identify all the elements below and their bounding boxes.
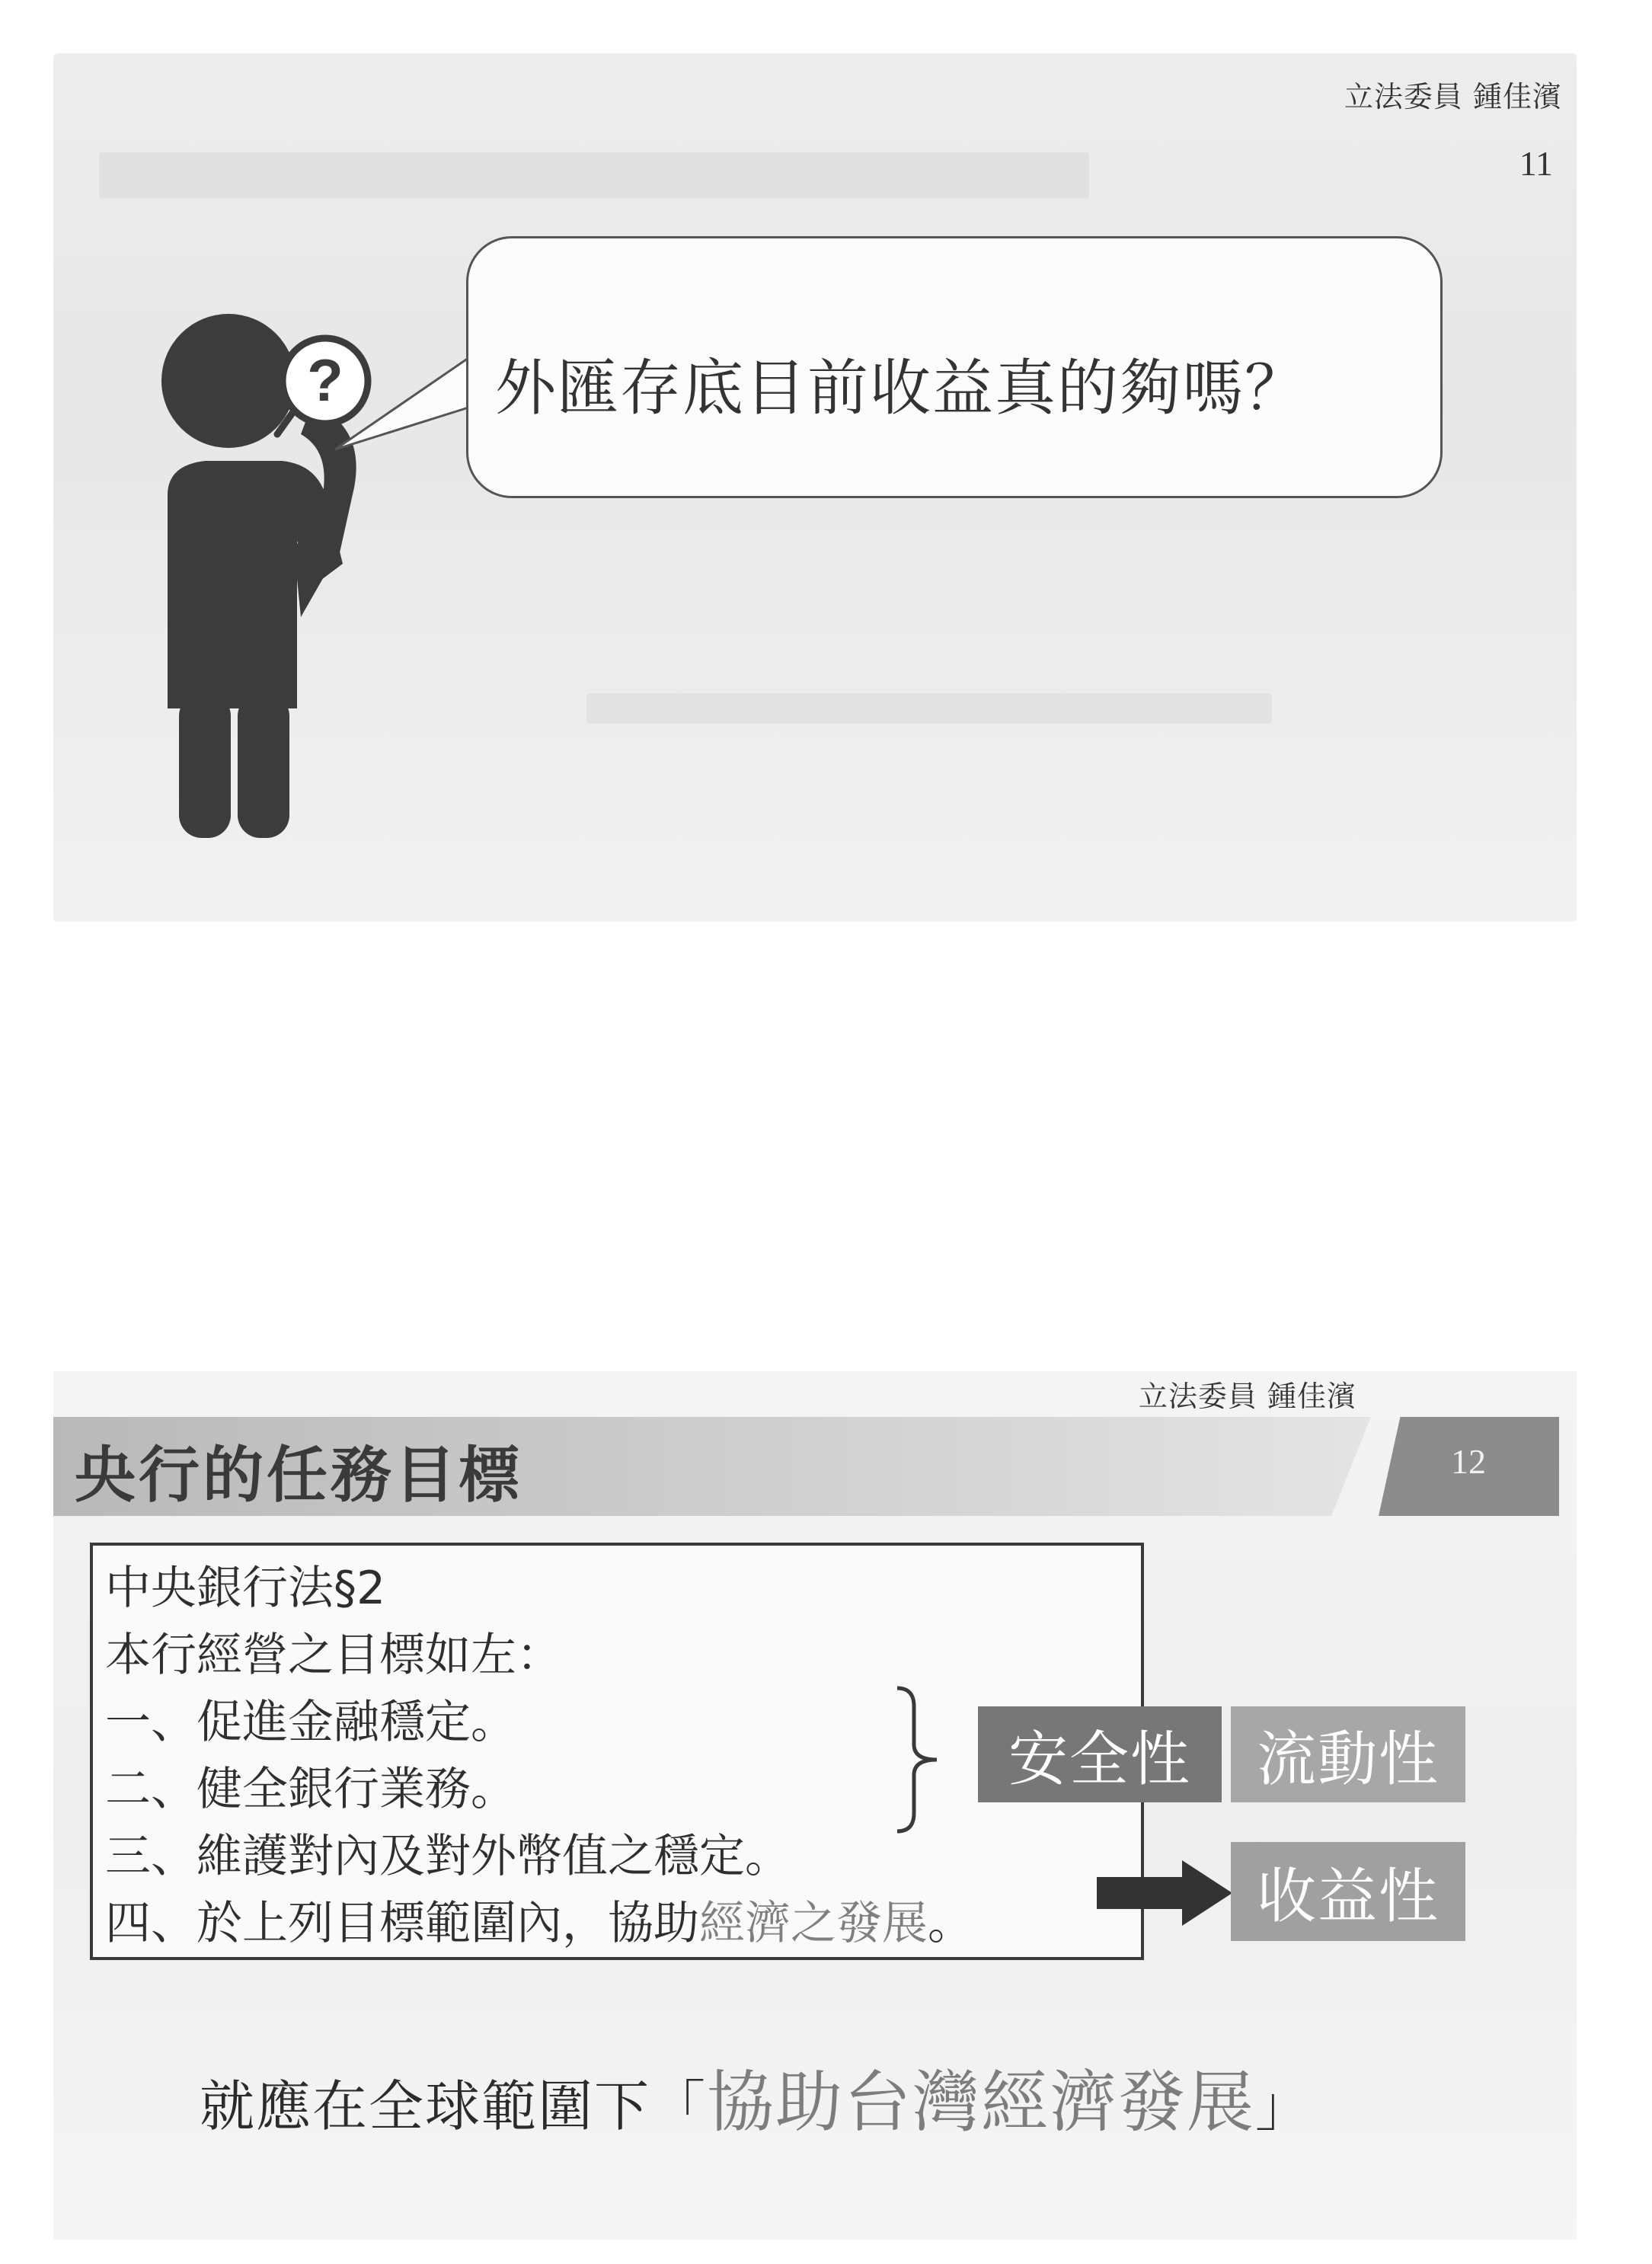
law-intro: 本行經營之目標如左： <box>105 1629 562 1682</box>
right-brace-icon <box>891 1684 944 1836</box>
slide-title: 央行的任務目標 <box>75 1439 522 1511</box>
law-item-2: 二、健全銀行業務。 <box>105 1763 516 1816</box>
liquidity-tag: 流動性 <box>1231 1706 1465 1802</box>
slide-12 <box>0 1356 1652 2264</box>
page-number: 12 <box>1451 1442 1486 1481</box>
law-item-4 <box>105 1897 973 1950</box>
speech-bubble-text: 外匯存底目前收益真的夠嗎？ <box>495 353 1307 424</box>
legislator-name: 立法委員 鍾佳濱 <box>1138 1380 1356 1413</box>
right-arrow-icon <box>1097 1860 1234 1926</box>
conclusion-prefix: 就應在全球範圍下「 <box>200 2074 708 2138</box>
law-item-4-prefix: 四、於上列目標範圍內，協助 <box>105 1897 699 1950</box>
slide-11 <box>0 0 1652 945</box>
page-number: 11 <box>1519 144 1553 183</box>
safety-tag: 安全性 <box>978 1706 1222 1802</box>
conclusion-highlight: 協助台灣經濟發展 <box>707 2063 1256 2141</box>
conclusion-text <box>200 2049 1312 2145</box>
question-mark-glyph: ? <box>307 347 344 414</box>
law-item-1: 一、促進金融穩定。 <box>105 1696 516 1749</box>
speech-bubble-tail <box>328 335 472 457</box>
law-item-3: 三、維護對內及對外幣值之穩定。 <box>105 1830 791 1883</box>
law-item-4-highlight: 經濟之發展 <box>699 1897 928 1950</box>
legislator-name: 立法委員 鍾佳濱 <box>1344 80 1562 114</box>
law-heading: 中央銀行法§2 <box>105 1562 386 1615</box>
conclusion-suffix: 」 <box>1255 2074 1312 2138</box>
profit-tag: 收益性 <box>1231 1842 1465 1941</box>
law-item-4-suffix: 。 <box>928 1897 973 1950</box>
